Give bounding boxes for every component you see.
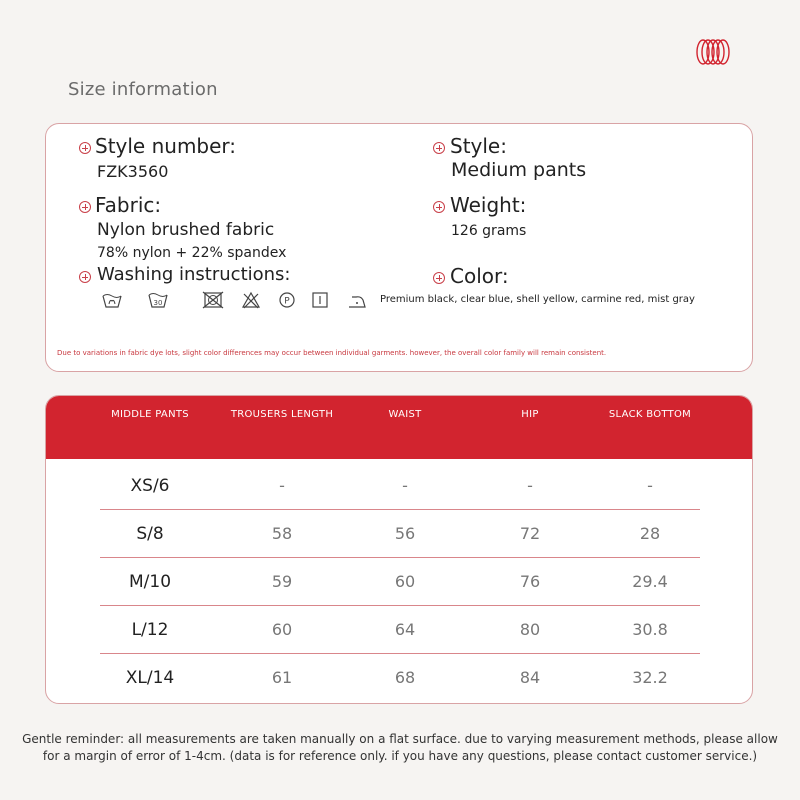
brand-rings-logo xyxy=(696,38,732,66)
size-cell: L/12 xyxy=(131,620,169,640)
length-cell: 60 xyxy=(271,620,293,639)
slack-bottom-cell: 28 xyxy=(639,524,661,543)
waist-cell: - xyxy=(402,476,408,495)
dry-clean-text: P xyxy=(284,296,290,307)
color-list: Premium black, clear blue, shell yellow, carmine red, mist gray xyxy=(380,294,695,305)
style-number-label: Style number: xyxy=(95,134,237,158)
hip-cell: 80 xyxy=(519,620,541,639)
waist-cell: 64 xyxy=(394,620,416,639)
style-label: Style: xyxy=(450,134,507,158)
size-cell: S/8 xyxy=(136,524,164,544)
slack-bottom-cell: 32.2 xyxy=(632,668,668,687)
dry-clean-p-icon xyxy=(278,291,296,309)
hip-cell: 84 xyxy=(519,668,541,687)
plus-circle-icon xyxy=(433,142,445,154)
waist-cell: 56 xyxy=(394,524,416,543)
fabric-composition: 78% nylon + 22% spandex xyxy=(97,245,287,261)
wash-30-icon xyxy=(147,291,169,309)
fabric-value: Nylon brushed fabric xyxy=(97,220,275,240)
waist-cell: 60 xyxy=(394,572,416,591)
hip-cell: 72 xyxy=(519,524,541,543)
table-row xyxy=(46,510,752,558)
table-row xyxy=(46,654,752,702)
plus-circle-icon xyxy=(79,271,91,283)
table-row xyxy=(46,606,752,654)
plus-circle-icon xyxy=(79,201,91,213)
weight-label: Weight: xyxy=(450,193,527,217)
fabric-label: Fabric: xyxy=(95,193,162,217)
style-number-value: FZK3560 xyxy=(97,162,169,181)
tumble-dry-icon xyxy=(311,291,329,309)
weight-value: 126 grams xyxy=(451,223,527,239)
reminder-line-1: Gentle reminder: all measurements are taken manually on a flat surface. due to varying measurement methods, please allow xyxy=(22,732,778,746)
header-slack-bottom: SLACK BOTTOM xyxy=(608,409,692,420)
header-trousers-length: TROUSERS LENGTH xyxy=(230,409,334,420)
table-header xyxy=(46,396,752,459)
slack-bottom-cell: - xyxy=(647,476,653,495)
style-value: Medium pants xyxy=(451,159,587,181)
size-cell: M/10 xyxy=(128,572,172,592)
section-title: Size information xyxy=(68,79,218,100)
size-cell: XS/6 xyxy=(130,476,170,496)
plus-circle-icon xyxy=(433,272,445,284)
size-table xyxy=(45,395,753,704)
product-info-card xyxy=(45,123,753,372)
table-row xyxy=(46,462,752,510)
wash-30-text: 30 xyxy=(153,299,163,307)
header-waist: WAIST xyxy=(388,409,422,420)
waist-cell: 68 xyxy=(394,668,416,687)
reminder-line-2: for a margin of error of 1-4cm. (data is for reference only. if you have any questions, please contact customer service.) xyxy=(42,749,758,763)
slack-bottom-cell: 30.8 xyxy=(632,620,668,639)
low-iron-icon xyxy=(347,291,367,309)
hand-wash-icon xyxy=(101,291,123,309)
measurement-reminder xyxy=(0,731,800,765)
no-machine-wash-icon xyxy=(202,291,224,309)
slack-bottom-cell: 29.4 xyxy=(632,572,668,591)
hip-cell: 76 xyxy=(519,572,541,591)
washing-label: Washing instructions: xyxy=(97,264,291,285)
color-label: Color: xyxy=(450,264,509,288)
length-cell: 59 xyxy=(271,572,293,591)
length-cell: 61 xyxy=(271,668,293,687)
size-cell: XL/14 xyxy=(125,668,175,688)
plus-circle-icon xyxy=(79,142,91,154)
no-bleach-icon xyxy=(241,291,261,309)
length-cell: - xyxy=(279,476,285,495)
header-hip: HIP xyxy=(521,409,539,420)
header-middle-pants: MIDDLE PANTS xyxy=(111,409,189,420)
plus-circle-icon xyxy=(433,201,445,213)
table-row xyxy=(46,558,752,606)
length-cell: 58 xyxy=(271,524,293,543)
color-disclaimer: Due to variations in fabric dye lots, slight color differences may occur between individual garments. however, the overall color family will remain consistent. xyxy=(57,349,607,357)
hip-cell: - xyxy=(527,476,533,495)
